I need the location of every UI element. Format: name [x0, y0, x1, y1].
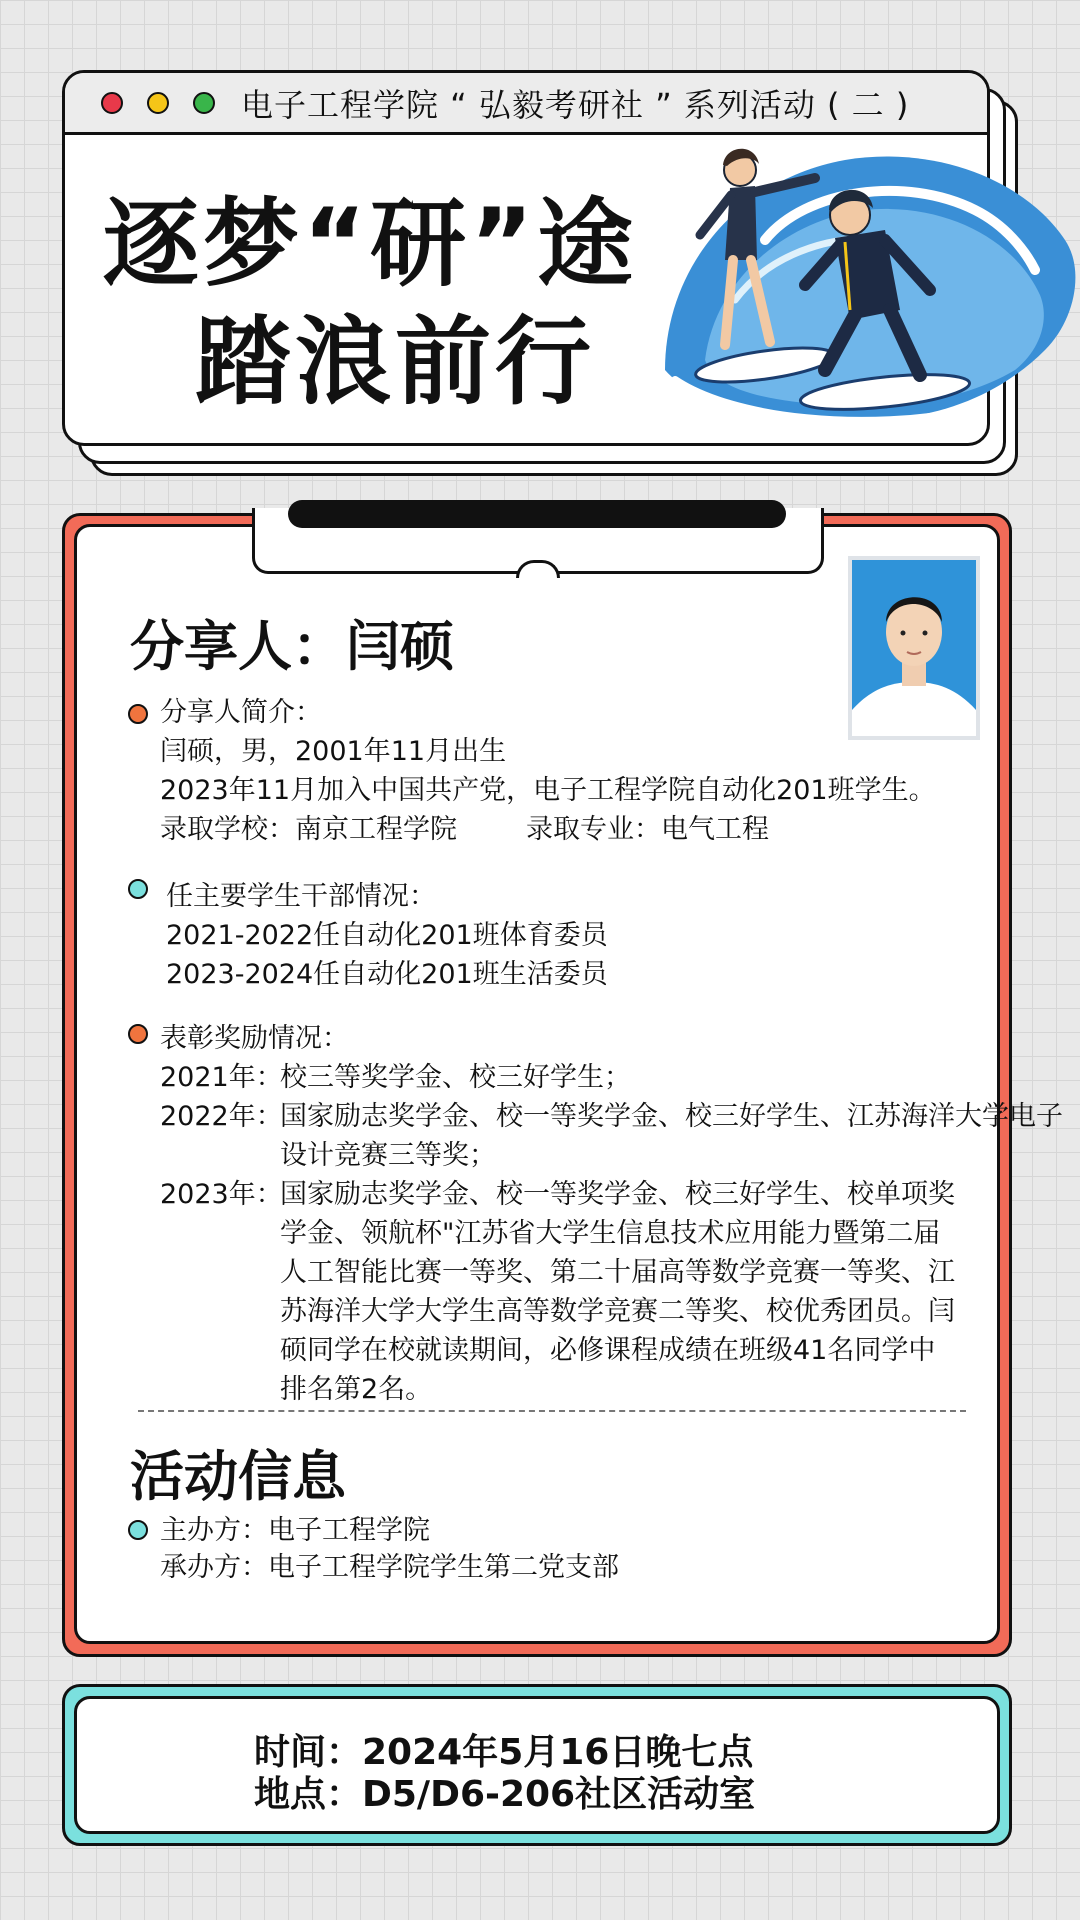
activity-title: 活动信息 — [130, 1445, 346, 1508]
award-year: 2023年： — [160, 1179, 283, 1210]
event-place: 地点：D5/D6-206社区活动室 — [254, 1774, 756, 1815]
speaker-title: 分享人：闫硕 — [130, 615, 454, 678]
awards-label: 表彰奖励情况： — [160, 1023, 349, 1054]
cadre-line: 2021-2022任自动化201班体育委员 — [166, 920, 608, 951]
event-time: 时间：2024年5月16日晚七点 — [254, 1732, 754, 1773]
card-tab-bar — [288, 500, 786, 528]
bullet-orange-icon — [128, 1024, 148, 1044]
intro-school: 录取学校：南京工程学院 — [160, 814, 457, 845]
bullet-cyan-icon — [128, 879, 148, 899]
maximize-dot-icon — [193, 92, 215, 114]
cadre-label: 任主要学生干部情况： — [166, 881, 436, 912]
intro-line: 2023年11月加入中国共产党，电子工程学院自动化201班学生。 — [160, 775, 936, 806]
speaker-photo — [848, 556, 980, 740]
intro-line: 闫硕，男，2001年11月出生 — [160, 736, 507, 767]
headline — [103, 185, 637, 421]
intro-label: 分享人简介： — [160, 697, 322, 728]
award-text: 校三等奖学金、校三好学生； — [280, 1062, 631, 1093]
surfers-wave-illustration — [645, 120, 1080, 450]
cadre-line: 2023-2024任自动化201班生活委员 — [166, 959, 608, 990]
section-divider — [138, 1410, 966, 1412]
headline-line1: 逐梦“研”途 — [103, 188, 638, 300]
intro-major: 录取专业：电气工程 — [526, 814, 769, 845]
bullet-orange-icon — [128, 704, 148, 724]
window-title: 电子工程学院 “ 弘毅考研社 ” 系列活动 ( 二 ) — [241, 85, 910, 124]
bullet-cyan-icon — [128, 1520, 148, 1540]
close-dot-icon — [101, 92, 123, 114]
award-year: 2022年： — [160, 1101, 283, 1132]
minimize-dot-icon — [147, 92, 169, 114]
award-year: 2021年： — [160, 1062, 283, 1093]
award-text: 国家励志奖学金、校一等奖学金、校三好学生、江苏海洋大学电子设计竞赛三等奖； — [280, 1101, 1063, 1171]
activity-host: 主办方：电子工程学院 — [160, 1515, 430, 1546]
award-text: 国家励志奖学金、校一等奖学金、校三好学生、校单项奖学金、领航杯"江苏省大学生信息技术应用能力暨第二届人工智能比赛一等奖、第二十届高等数学竞赛一等奖、江苏海洋大学大学生高等数学竞赛二等奖、校优秀团员。闫硕同学在校就读期间，必修课程成绩在班级41名同学中排名第2名。 — [280, 1179, 955, 1405]
headline-line2: 踏浪前行 — [195, 306, 595, 418]
activity-organizer: 承办方：电子工程学院学生第二党支部 — [160, 1552, 619, 1583]
